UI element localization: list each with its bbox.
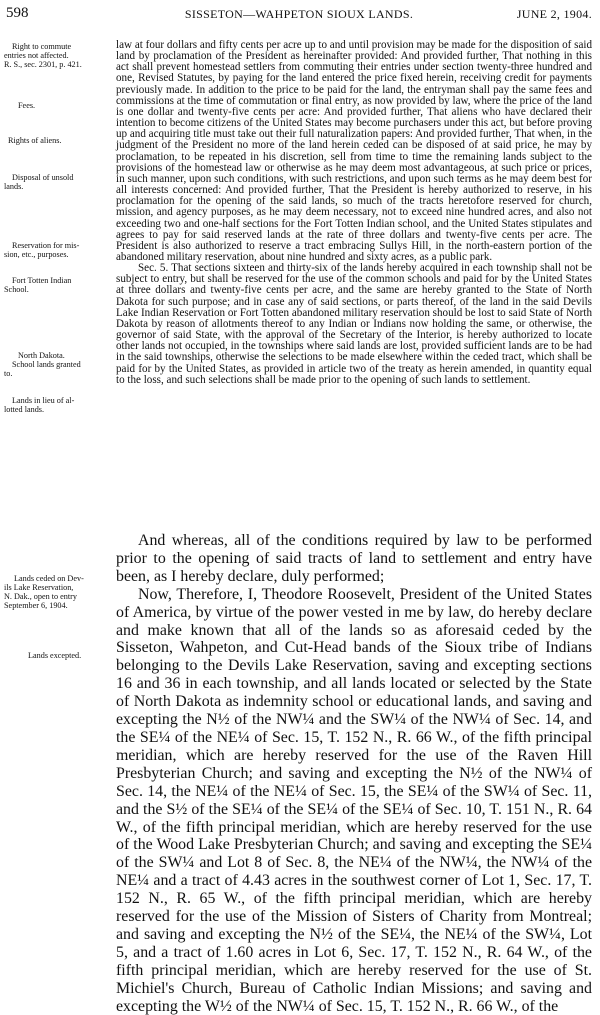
margin-note-fort-totten bbox=[4, 276, 112, 294]
margin-note-line: ils Lake Reservation, bbox=[4, 583, 74, 592]
margin-note-line: Rights of aliens. bbox=[8, 136, 62, 145]
margin-note-north-dakota bbox=[4, 351, 112, 378]
margin-note-line: entries not affected. bbox=[4, 51, 69, 60]
margin-note-line: Lands ceded on Dev- bbox=[14, 574, 84, 583]
margin-note-commute bbox=[4, 42, 112, 69]
margin-note-line: lotted lands. bbox=[4, 405, 45, 414]
margin-note-line: Fort Totten Indian bbox=[12, 276, 72, 285]
paragraph-whereas: And whereas, all of the conditions required by law to be performed prior to the opening of said tracts of land to settlement and entry have been, as I hereby declare, duly performed; bbox=[116, 532, 592, 585]
margin-note-line: Lands excepted. bbox=[28, 651, 82, 660]
paragraph-proviso: law at four dollars and fifty cents per acre up to and until provision may be made for the disposition of said land by proclamation of the President as hereinafter provided: And provided further, That nothing in this act shall prevent homestead settlers from commuting their entries under section twenty-three hundred and one, Revised Statutes, by paying for the land entered the price fixed herein, receiving credit for payments previously made. In addition to the price to be paid for the land, the entryman shall pay the same fees and commissions at the time of commutation or final entry, as now provided by law, where the price of the land is one dollar and twenty-five cents per acre: And provided further, That aliens who have declared their intention to become citizens of the United States may become purchasers under this act, but before proving up and acquiring title must take out their full naturalization papers: And provided further, That when, in the judgment of the President no more of the land herein ceded can be disposed of at said price, he may by proclamation, to be repeated in his discretion, sell from time to time the remaining lands subject to the provisions of the homestead law or otherwise as he may deem most advantageous, at such price or prices, in such manner, upon such conditions, with such restrictions, and upon such terms as he may deem best for all interests concerned: And provided further, That the President is hereby authorized to reserve, in his proclamation for the opening of the said lands, so much of the tracts heretofore reserved for church, mission, and agency purposes, as he may deem necessary, not to exceed nine hundred acres, and also not exceeding two and one-half sections for the Fort Totten Indian school, and the United States stipulates and agrees to pay for said reserved lands at the rate of three dollars and twenty-five cents per acre. The President is also authorized to reserve a tract embracing Sullys Hill, in the north-eastern portion of the abandoned military reservation, about nine hundred and sixty acres, as a public park. bbox=[116, 39, 592, 263]
margin-note-aliens bbox=[8, 136, 116, 145]
margin-note-line: North Dakota. bbox=[18, 351, 65, 360]
margin-note-ceded bbox=[4, 574, 112, 610]
margin-note-line: sion, etc., purposes. bbox=[4, 250, 69, 259]
margin-note-line: Right to commute bbox=[12, 42, 72, 51]
page-number: 598 bbox=[6, 5, 29, 21]
paragraph-declaration: Now, Therefore, I, Theodore Roosevelt, President of the United States of America, by virtue of the power vested in me by law, do hereby declare and make known that all of the lands so as aforesaid ceded by the Sisseton, Wahpeton, and Cut-Head bands of the Sioux tribe of Indians belonging to the Devils Lake Reservation, saving and excepting sections 16 and 36 in each township, and all lands located or selected by the State of North Dakota as indemnity school or educational lands, and saving and excepting the N½ of the NW¼ and the SW¼ of the NW¼ of Sec. 14, and the SE¼ of the NE¼ of Sec. 15, T. 152 N., R. 66 W., of the fifth principal meridian, which are hereby reserved for the use of the Raven Hill Presbyterian Church; and saving and excepting the N½ of the NW¼ of Sec. 14, the NE¼ of the NE¼ of Sec. 15, the SE¼ of the SW¼ of Sec. 11, and the S½ of the SE¼ of the SE¼ of the SE¼ of Sec. 10, T. 151 N., R. 64 W., of the fifth principal meridian, which are hereby reserved for the use of the Wood Lake Presbyterian Church; and saving and excepting the SE¼ of the SW¼ and Lot 8 of Sec. 8, the NE¼ of the NW¼, the NW¼ of the NE¼ and a tract of 4.43 acres in the southwest corner of Lot 1, Sec. 17, T. 152 N., R. 65 W., of the fifth principal meridian, which are hereby reserved for the use of the Mission of Sisters of Charity from Montreal; and saving and excepting the N½ of the SE¼, the NE¼ of the SW¼, Lot 5, and a tract of 1.60 acres in Lot 6, Sec. 17, T. 152 N., R. 64 W., of the fifth principal meridian, which are hereby reserved for the use of St. Michiel's Church, Bureau of Catholic Indian Missions; and saving and excepting the W½ of the NW¼ of Sec. 15, T. 152 N., R. 66 W., of the bbox=[116, 585, 592, 1015]
margin-note-line: Reservation for mis- bbox=[12, 241, 80, 250]
running-title: SISSETON—WAHPETON SIOUX LANDS. bbox=[184, 7, 414, 21]
margin-note-fees bbox=[18, 101, 126, 110]
margin-note-line: Disposal of unsold bbox=[12, 173, 74, 182]
header-date: JUNE 2, 1904. bbox=[516, 7, 592, 21]
margin-note-line: R. S., sec. 2301, p. 421. bbox=[4, 60, 82, 69]
margin-note-line: School lands granted bbox=[12, 360, 81, 369]
page-header bbox=[6, 5, 592, 25]
margin-note-line: Fees. bbox=[18, 101, 36, 110]
margin-note-line: N. Dak., open to entry bbox=[4, 592, 77, 601]
margin-note-line: September 6, 1904. bbox=[4, 601, 68, 610]
statute-text bbox=[116, 40, 592, 386]
margin-note-line: Lands in lieu of al- bbox=[12, 396, 75, 405]
margin-note-line: School. bbox=[4, 285, 29, 294]
margin-note-lieu bbox=[4, 396, 112, 414]
margin-note-reservation bbox=[4, 241, 112, 259]
proclamation-text bbox=[116, 532, 592, 1015]
margin-note-unsold bbox=[4, 173, 112, 191]
paragraph-section-5: Sec. 5. That sections sixteen and thirty-six of the lands hereby acquired in each township shall not be subject to entry, but shall be reserved for the use of the common schools and paid for by the United States at three dollars and twenty-five cents per acre, and the same are hereby granted to the State of North Dakota for such purpose; and in case any of said sections, or parts thereof, of the land in the said Devils Lake Indian Reservation or Fort Totten abandoned military reservation should be lost to said State of North Dakota by reason of allotments thereof to any Indian or Indians now holding the same, or otherwise, the governor of said State, with the approval of the Secretary of the Interior, is hereby authorized to locate other lands not occupied, in the townships where said lands are lost, provided sufficient lands are to be had in the said townships, otherwise the selections to be made elsewhere within the ceded tract, which shall be paid for by the United States, as provided in article two of the treaty as herein amended, in quantity equal to the loss, and such selections shall be made prior to the opening of such lands to settlement. bbox=[116, 262, 592, 386]
margin-note-line: lands. bbox=[4, 182, 24, 191]
margin-note-line: to. bbox=[4, 369, 13, 378]
